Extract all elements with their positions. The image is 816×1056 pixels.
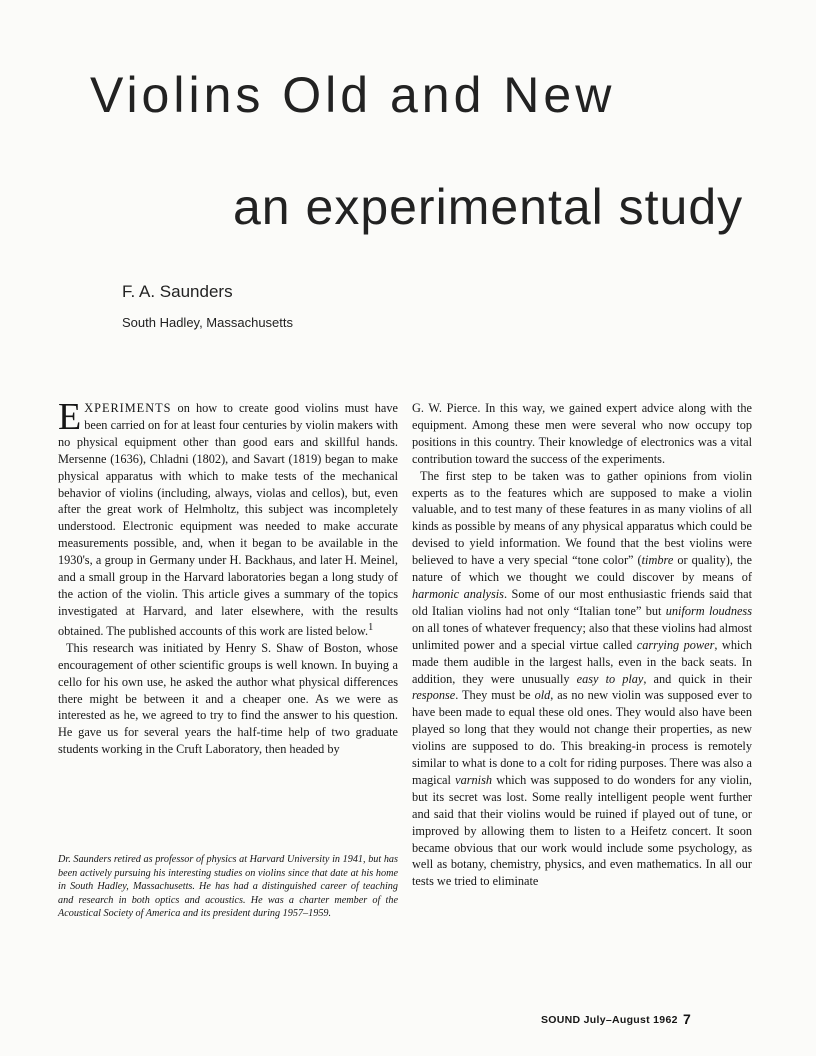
right-column — [412, 400, 752, 890]
author-name: F. A. Saunders — [122, 282, 233, 301]
text-run: or quality), the nature of which we thought we could discover by means of — [412, 553, 753, 585]
emphasis-old: old — [534, 688, 551, 703]
author-affiliation: South Hadley, Massachusetts — [122, 315, 294, 330]
text-run: . They must be — [455, 688, 535, 703]
emphasis-uniform-loudness: uniform loudness — [665, 603, 753, 618]
emphasis-easy-to-play: easy to play — [576, 671, 644, 686]
emphasis-response: response — [412, 688, 456, 703]
emphasis-varnish: varnish — [455, 772, 493, 787]
journal-folio: SOUND July–August 1962 — [541, 1014, 678, 1026]
page-number: 7 — [683, 1011, 691, 1027]
right-paragraph-1: G. W. Pierce. In this way, we gained expert advice along with the equipment. Among these men were several who now occupy top positions in this country. Their knowledge of electronics was a vital contribution toward the success of the experiments. — [412, 401, 752, 466]
emphasis-harmonic-analysis: harmonic analysis — [412, 586, 504, 601]
text-run: , which made them audible in the largest halls, even in the back seats. In addition, they were unusually — [412, 637, 752, 686]
opening-words: XPERIMENTS — [84, 401, 172, 415]
title-line-1: Violins Old and New — [90, 67, 616, 123]
text-run: . Some of our most enthusiastic friends said that old Italian violins had not only “Italian tone” but — [412, 586, 752, 618]
left-paragraph-1-text: on how to create good violins must have been carried on for at least four centuries by violin makers with no physical equipment other than good ears and skillful hands. Mersenne (1636), Chladni (1802), and Savart (1819) began to make physical apparatus with which to make tests of the mechanical behavior of violins (including, always, violas and cellos), but, even after the great work of Helmholtz, this subject was incompletely understood. Electronic equipment was needed to make accurate measurements possible, and, when it began to be available in the 1930's, a group in Germany under H. Backhaus, and later H. Meinel, and a small group in the Harvard laboratories began a long study of the action of the violin. This article gives a summary of the topics investigated at Harvard, and later elsewhere, with the results obtained. The published accounts of this work are listed below. — [58, 401, 398, 638]
text-run: on all tones of whatever frequency; also that these violins had almost unlimited power and a special virtue called — [412, 620, 752, 652]
author-bio-note: Dr. Saunders retired as professor of physics at Harvard University in 1941, but has been actively pursuing his interesting studies on violins since that date at his home in South Hadley, Massachusetts. He has had a distinguished career of teaching and research in both optics and acoustics. He was a charter member of the Acoustical Society of America and its president during 1957–1959. — [58, 854, 398, 919]
title-line-2: an experimental study — [233, 179, 744, 235]
footnote-reference: 1 — [368, 621, 374, 633]
right-paragraph-2 — [412, 468, 752, 891]
emphasis-carrying-power: carrying power — [636, 637, 715, 652]
drop-cap: E — [58, 396, 82, 438]
text-run: , and quick in their — [643, 671, 752, 686]
text-run: which was supposed to do wonders for any violin, but its secret was lost. Some really intelligent people went further and said that their violins would be ruined if played out of tune, or improved by allowing them to listen to a Heifetz concert. It soon became obvious that our work would include some psychology, as well as botany, chemistry, physics, and even mathematics. In all our tests we tried to eliminate — [412, 772, 752, 889]
text-run: The first step to be taken was to gather opinions from violin experts as to the features which are supposed to make a violin valuable, and to test many of these features in as many violins of all kinds as possible by means of any physical apparatus which could be devised to yield information. We found that the best violins were believed to have a very special “tone color” ( — [412, 468, 752, 568]
emphasis-timbre: timbre — [641, 553, 674, 568]
left-paragraph-2: This research was initiated by Henry S. Shaw of Boston, whose encouragement of other scientific groups is well known. In buying a cello for his own use, he asked the author what physical differences there might be between it and a cheaper one. As we were as interested as he, we agreed to try to find the answer to his question. He gave us for several years the half-time help of two graduate students working in the Cruft Laboratory, then headed by — [58, 640, 398, 757]
text-run: , as no new violin was supposed ever to have been made to equal these old ones. They would also have been played so long that they would not change their properties, as new violins are supposed to do. This breaking-in process is remotely similar to what is done to a colt for riding purposes. There was also a magical — [412, 688, 752, 787]
left-column — [58, 396, 398, 758]
left-paragraph-1 — [58, 396, 398, 640]
